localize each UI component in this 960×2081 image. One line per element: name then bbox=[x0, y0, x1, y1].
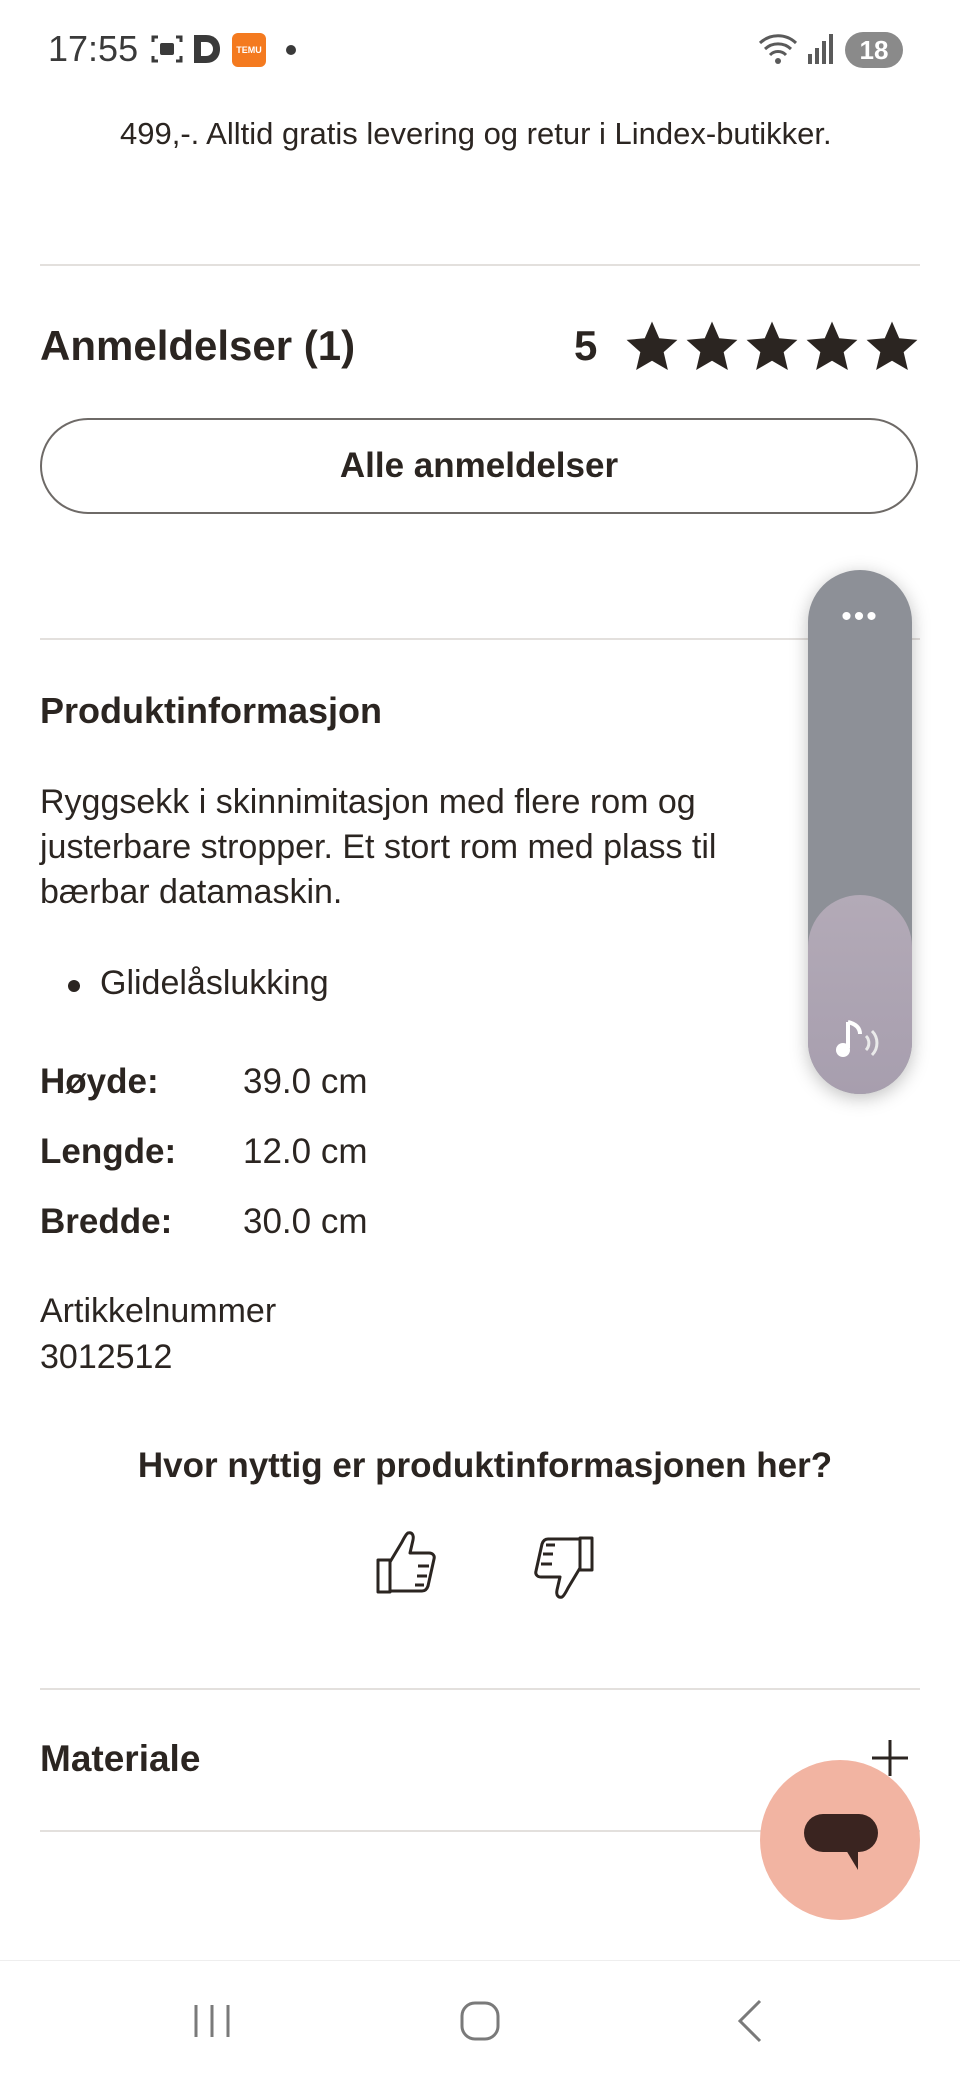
rating-stars bbox=[624, 318, 920, 374]
thumbs-down-icon[interactable] bbox=[530, 1534, 596, 1600]
dot-icon bbox=[286, 45, 296, 55]
spec-label-height: Høyde: bbox=[40, 1062, 159, 1101]
article-number-label: Artikkelnummer bbox=[40, 1292, 277, 1330]
product-description: Ryggsekk i skinnimitasjon med flere rom og justerbare stropper. Et stort rom med plass til bærbar datamaskin. bbox=[40, 783, 717, 911]
delivery-info-line-2: 499,-. Alltid gratis levering og retur i Lindex-butikker. bbox=[120, 116, 832, 151]
status-time: 17:55 bbox=[48, 28, 139, 69]
recent-apps-icon[interactable] bbox=[182, 1991, 242, 2051]
spec-value-length: 12.0 cm bbox=[243, 1132, 368, 1171]
home-icon[interactable] bbox=[450, 1991, 510, 2051]
star-icon bbox=[804, 318, 860, 374]
star-icon bbox=[744, 318, 800, 374]
product-info-title: Produktinformasjon bbox=[40, 690, 383, 731]
star-icon bbox=[684, 318, 740, 374]
wifi-icon bbox=[758, 32, 798, 66]
star-icon bbox=[624, 318, 680, 374]
signal-icon bbox=[806, 32, 836, 66]
all-reviews-button[interactable]: Alle anmeldelser bbox=[40, 418, 918, 514]
feature-bullet: Glidelåslukking bbox=[100, 964, 329, 1002]
spec-label-width: Bredde: bbox=[40, 1202, 173, 1241]
star-icon bbox=[864, 318, 920, 374]
status-bar bbox=[0, 0, 960, 100]
temu-icon: TEMU bbox=[232, 33, 266, 67]
spec-value-width: 30.0 cm bbox=[243, 1202, 368, 1241]
article-number: 3012512 bbox=[40, 1338, 173, 1376]
d-app-icon bbox=[190, 32, 224, 66]
more-options-icon[interactable]: ••• bbox=[841, 600, 879, 633]
thumbs-up-icon[interactable] bbox=[374, 1530, 440, 1596]
feedback-question: Hvor nyttig er produktinformasjonen her? bbox=[137, 1446, 833, 1485]
volume-panel[interactable] bbox=[808, 570, 912, 1094]
divider bbox=[40, 1688, 920, 1690]
bullet-icon bbox=[68, 980, 80, 992]
divider bbox=[40, 264, 920, 266]
screenshot-icon bbox=[150, 32, 184, 66]
system-nav-bar bbox=[0, 1960, 960, 2081]
battery-icon: 18 bbox=[845, 32, 903, 68]
material-section-toggle[interactable]: Materiale bbox=[40, 1738, 201, 1779]
media-volume-icon bbox=[834, 1014, 888, 1068]
chat-button[interactable] bbox=[760, 1760, 920, 1920]
rating-value: 5 bbox=[574, 322, 598, 369]
spec-label-length: Lengde: bbox=[40, 1132, 177, 1171]
reviews-title: Anmeldelser (1) bbox=[40, 322, 356, 369]
spec-value-height: 39.0 cm bbox=[243, 1062, 368, 1101]
back-icon[interactable] bbox=[720, 1991, 780, 2051]
chat-bubble-icon bbox=[802, 1812, 880, 1874]
divider bbox=[40, 638, 920, 640]
